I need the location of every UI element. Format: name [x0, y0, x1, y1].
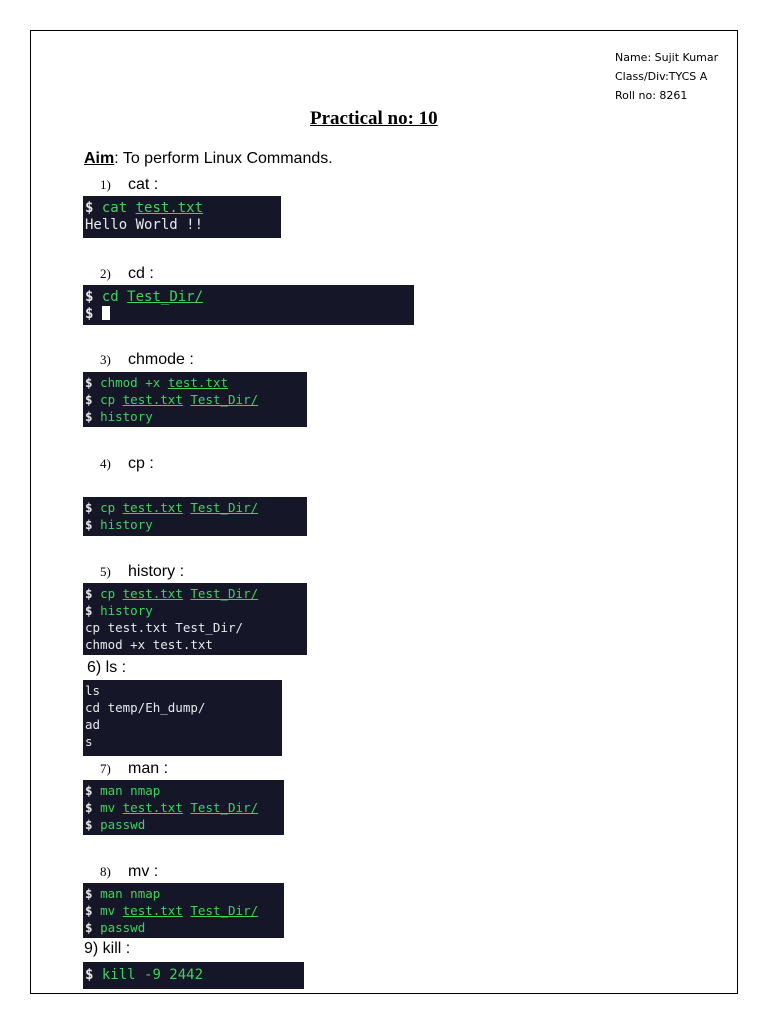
- section-man-heading: [100, 760, 168, 778]
- terminal-line: cp test.txt Test_Dir/: [85, 620, 244, 635]
- section-cd-heading: [100, 265, 154, 283]
- terminal-line: $ mv test.txt Test_Dir/: [85, 903, 259, 918]
- section-cp-heading: [100, 455, 154, 473]
- section-history-heading: [100, 563, 184, 581]
- terminal-mv: [83, 883, 284, 938]
- terminal-line: $ cp test.txt Test_Dir/: [85, 392, 259, 407]
- terminal-kill: [83, 962, 304, 989]
- aim: [84, 150, 333, 168]
- section-number: 3): [100, 352, 111, 367]
- terminal-line: $ mv test.txt Test_Dir/: [85, 800, 259, 815]
- student-roll: Roll no: 8261: [615, 89, 688, 102]
- terminal-line: ad: [85, 717, 101, 732]
- section-kill-heading: 9) kill :: [84, 940, 131, 957]
- terminal-man: [83, 780, 284, 835]
- terminal-line: $ chmod +x test.txt: [85, 375, 229, 390]
- student-name: Name: Sujit Kumar: [615, 51, 719, 64]
- terminal-ls: [83, 680, 282, 756]
- terminal-line: $: [85, 304, 412, 321]
- terminal-line: $ history: [85, 603, 153, 618]
- terminal-line: cd temp/Eh_dump/: [85, 700, 206, 715]
- terminal-cd: [83, 285, 414, 325]
- terminal-line: $ cd Test_Dir/: [85, 289, 204, 305]
- section-number: 7): [100, 761, 111, 776]
- section-label: history :: [128, 563, 185, 580]
- terminal-line: $ man nmap: [85, 783, 161, 798]
- section-number: 2): [100, 266, 111, 281]
- terminal-cat: [83, 196, 281, 238]
- terminal-line: $ cp test.txt Test_Dir/: [85, 500, 259, 515]
- aim-text: : To perform Linux Commands.: [114, 150, 333, 167]
- terminal-line: Hello World !!: [85, 217, 204, 233]
- section-label: mv :: [128, 863, 159, 880]
- terminal-line: $ cp test.txt Test_Dir/: [85, 586, 259, 601]
- section-label: chmode :: [128, 351, 194, 368]
- terminal-chmod: [83, 372, 307, 427]
- section-number: 8): [100, 864, 111, 879]
- terminal-line: $ kill -9 2442: [85, 967, 204, 983]
- terminal-line: $ cat test.txt: [85, 200, 204, 216]
- terminal-cursor: [102, 306, 110, 320]
- section-label: cd :: [128, 265, 154, 282]
- terminal-line: $ history: [85, 409, 153, 424]
- terminal-line: s: [85, 734, 93, 749]
- terminal-cp: [83, 497, 307, 536]
- terminal-line: $ man nmap: [85, 886, 161, 901]
- terminal-line: $ passwd: [85, 920, 146, 935]
- section-number: 5): [100, 564, 111, 579]
- terminal-line: chmod +x test.txt: [85, 637, 213, 652]
- section-cat-heading: [100, 176, 158, 194]
- section-mv-heading: [100, 863, 158, 881]
- section-chmode-heading: [100, 351, 194, 369]
- section-label: man :: [128, 760, 169, 777]
- page-title: Practical no: 10: [310, 108, 438, 129]
- aim-label: Aim: [84, 150, 115, 167]
- section-number: 1): [100, 177, 111, 192]
- terminal-line: ls: [85, 683, 101, 698]
- student-info: [615, 48, 718, 105]
- terminal-line: $ history: [85, 517, 153, 532]
- section-label: cat :: [128, 176, 159, 193]
- section-label: cp :: [128, 455, 154, 472]
- terminal-line: $ passwd: [85, 817, 146, 832]
- terminal-history: [83, 583, 307, 655]
- section-ls-heading: 6) ls :: [87, 659, 127, 676]
- section-number: 4): [100, 456, 111, 471]
- student-class: Class/Div:TYCS A: [615, 70, 708, 83]
